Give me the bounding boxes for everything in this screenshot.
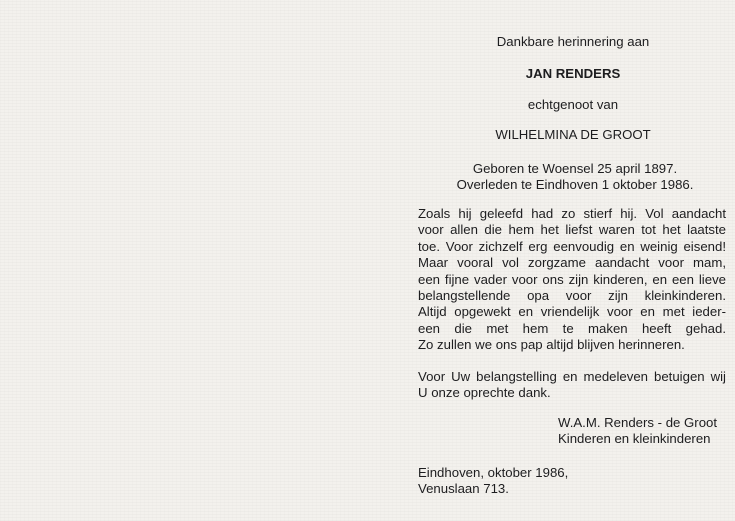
place-date-line: Eindhoven, oktober 1986, <box>418 465 569 480</box>
eulogy-line: Altijd opgewekt en vriendelijk voor en met ieder- <box>418 304 726 320</box>
thanks-line: Voor Uw belangstelling en medeleven betuigen wij <box>418 369 726 384</box>
death-line: Overleden te Eindhoven 1 oktober 1986. <box>456 177 694 192</box>
thanks-line: U onze oprechte dank. <box>418 385 551 401</box>
address-line: Venuslaan 713. <box>418 481 509 497</box>
eulogy-line: Zo zullen we ons pap altijd blijven herinneren. <box>418 337 685 353</box>
memorial-heading: Dankbare herinnering aan <box>496 34 650 49</box>
thanks-paragraph <box>418 369 726 402</box>
signature-line: Kinderen en kleinkinderen <box>558 431 711 447</box>
eulogy-line: Maar vooral vol zorgzame aandacht voor mam, <box>418 255 726 271</box>
eulogy-line: voor allen die hem het liefst waren tot het laatste <box>418 222 726 238</box>
signature-block <box>558 415 726 448</box>
signature-line: W.A.M. Renders - de Groot <box>558 415 718 430</box>
spouse-name: WILHELMINA DE GROOT <box>495 127 651 142</box>
eulogy-line: belangstellende opa voor zijn kleinkinderen. <box>418 287 726 303</box>
eulogy-paragraph <box>418 206 726 354</box>
eulogy-line: een die met hem te maken heeft gehad. <box>418 320 726 336</box>
eulogy-line: Zoals hij geleefd had zo stierf hij. Vol aandacht <box>418 206 726 221</box>
blank-left-page <box>0 0 360 521</box>
deceased-name: JAN RENDERS <box>525 66 621 81</box>
memorial-text-page <box>418 0 728 521</box>
relation-label: echtgenoot van <box>527 97 619 112</box>
eulogy-line: een fijne vader voor ons zijn kinderen, en een lieve <box>418 271 726 287</box>
place-date-block <box>418 465 568 498</box>
birth-line: Geboren te Woensel 25 april 1897. <box>472 161 678 176</box>
eulogy-line: toe. Voor zichzelf erg eenvoudig en weinig eisend! <box>418 238 726 254</box>
